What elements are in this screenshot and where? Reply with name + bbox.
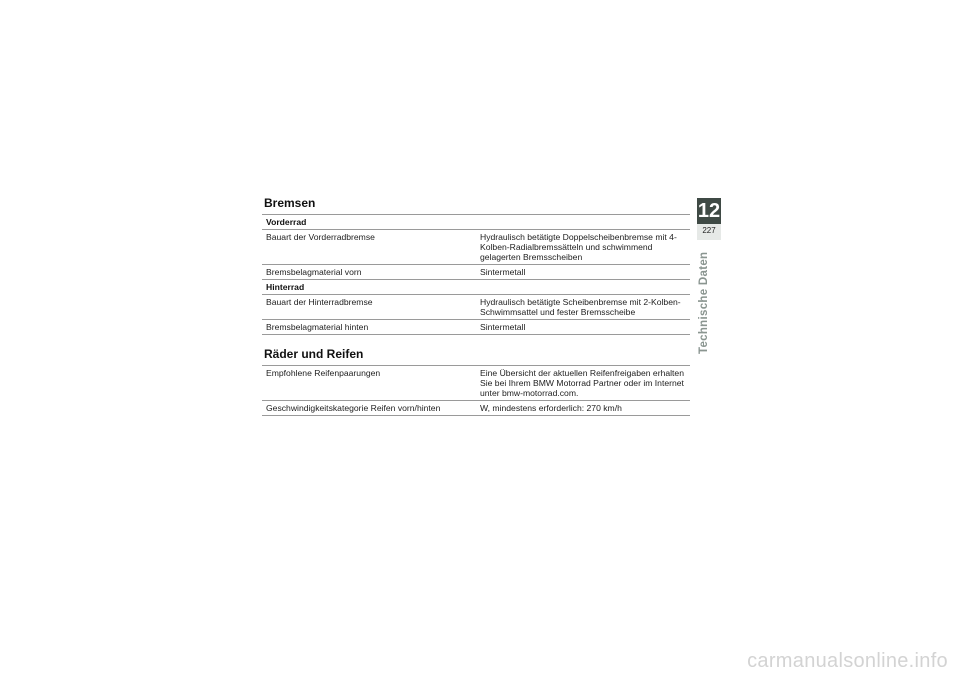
chapter-number: 12 <box>697 200 721 222</box>
page-number: 227 <box>702 226 716 235</box>
chapter-side-title: Technische Daten <box>698 251 710 354</box>
page-content <box>262 196 690 416</box>
table-row <box>262 366 690 401</box>
table-row <box>262 230 690 265</box>
speed-category-value: W, mindestens erforderlich: 270 km/h <box>476 401 690 416</box>
speed-category-label: Geschwindigkeitskategorie Reifen vorn/hinten <box>262 401 476 416</box>
front-pad-material-label: Bremsbelagmaterial vorn <box>262 265 476 280</box>
front-brake-type-label: Bauart der Vorderradbremse <box>262 230 476 265</box>
table-row <box>262 401 690 416</box>
table-row <box>262 320 690 335</box>
table-row <box>262 265 690 280</box>
watermark: carmanualsonline.info <box>747 650 948 672</box>
rear-pad-material-label: Bremsbelagmaterial hinten <box>262 320 476 335</box>
table-group-row <box>262 280 690 295</box>
rear-pad-material-value: Sintermetall <box>476 320 690 335</box>
table-group-row <box>262 215 690 230</box>
brakes-spec-table <box>262 214 690 335</box>
rear-brake-type-value: Hydraulisch betätigte Scheibenbremse mit 2-Kolben-Schwimmsattel und fester Bremsscheibe <box>476 295 690 320</box>
tyre-pairs-label: Empfohlene Reifenpaarungen <box>262 366 476 401</box>
tyre-pairs-value: Eine Übersicht der aktuellen Reifenfreigaben erhalten Sie bei Ihrem BMW Motorrad Partner oder im Internet unter bmw-motorrad.com. <box>476 366 690 401</box>
wheels-spec-table <box>262 365 690 416</box>
table-row <box>262 295 690 320</box>
section-title-wheels: Räder und Reifen <box>264 347 364 361</box>
section-spacer <box>262 335 690 347</box>
front-pad-material-value: Sintermetall <box>476 265 690 280</box>
front-brake-type-value: Hydraulisch betätigte Doppelscheibenbremse mit 4-Kolben-Radialbremssätteln und schwimmend gelagerten Bremsscheiben <box>476 230 690 265</box>
section-title-brakes: Bremsen <box>264 196 316 210</box>
rear-brake-type-label: Bauart der Hinterradbremse <box>262 295 476 320</box>
group-header-rear-wheel: Hinterrad <box>262 280 690 295</box>
group-header-front-wheel: Vorderrad <box>262 215 690 230</box>
